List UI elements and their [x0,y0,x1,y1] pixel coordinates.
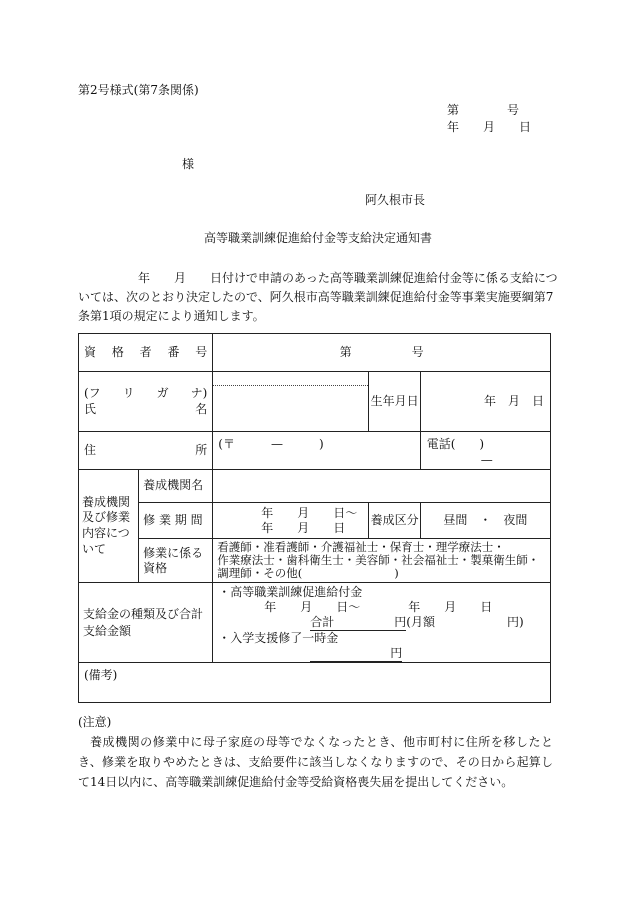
form-number: 第2号様式(第7条関係) [78,83,199,97]
issuer: 阿久根市長 [365,193,426,207]
address-label: 住 所 [79,432,213,470]
institution-name-field[interactable] [213,470,551,503]
intro-line-2: いては、次のとおり決定したので、阿久根市高等職業訓練促進給付金等事業実施要綱第7 [78,290,554,304]
notes-heading: (注意) [78,715,112,729]
remarks-field[interactable]: (備考) [79,663,551,703]
address-field[interactable]: (〒 — ) [213,432,420,470]
payment-total: 合計 円 [310,615,407,629]
training-period-field[interactable]: 年 月 日〜 年 月 日 [213,503,368,539]
document-date: 年 月 日 [447,120,532,134]
intro-line-3: 条第1項の規定により通知します。 [78,309,265,323]
institution-group-label: 養成機関 及び修業 内容につ いて [79,470,139,583]
lump-sum-amount: 円 [310,646,402,662]
birthdate-field[interactable]: 年 月 日 [420,372,550,432]
phone-field[interactable]: 電話( ) — [420,432,550,470]
qualification-number-label: 資 格 者 番 号 [79,334,213,372]
institution-name-label: 養成機関名 [139,470,213,503]
document-title: 高等職業訓練促進給付金等支給決定通知書 [204,231,433,245]
qualification-options[interactable]: 看護師・准看護師・介護福祉士・保育士・理学療法士・ 作業療法士・歯科衛生士・美容師・社会福祉士・製菓衛生師・ 調理師・その他( ) [213,539,551,583]
document-number: 第 号 [447,103,520,117]
qualification-number-field[interactable]: 第 号 [213,334,551,372]
qualification-label: 修業に係る 資格 [139,539,213,583]
training-period-label: 修 業 期 間 [139,503,213,539]
name-field[interactable] [213,372,368,432]
addressee-suffix: 様 [182,157,195,171]
intro-line-1: 年 月 日付けで申請のあった高等職業訓練促進給付金等に係る支給につ [138,271,558,285]
birthdate-label: 生年月日 [368,372,420,432]
payment-details[interactable]: ・高等職業訓練促進給付金 年 月 日〜 年 月 日 合計 円(月額 円) ・入学支援修了一時金 円 [213,583,551,663]
notes-section [78,712,553,792]
furigana-line[interactable] [213,372,367,386]
training-class-label: 養成区分 [368,503,420,539]
name-label: (フ リ ガ ナ) 氏 名 [79,372,213,432]
notes-body: 養成機関の修業中に母子家庭の母等でなくなったとき、他市町村に住所を移したとき、修業を取りやめたときは、支給要件に該当しなくなりますので、その日から起算して14日以内に、高等職業訓練促進給付金等受給資格喪失届を提出してください。 [78,735,553,789]
decision-table [78,333,551,703]
payment-label: 支給金の種類及び合計 支給金額 [79,583,213,663]
payment-monthly: (月額 円) [406,615,524,629]
training-class-options[interactable]: 昼間 ・ 夜間 [420,503,550,539]
